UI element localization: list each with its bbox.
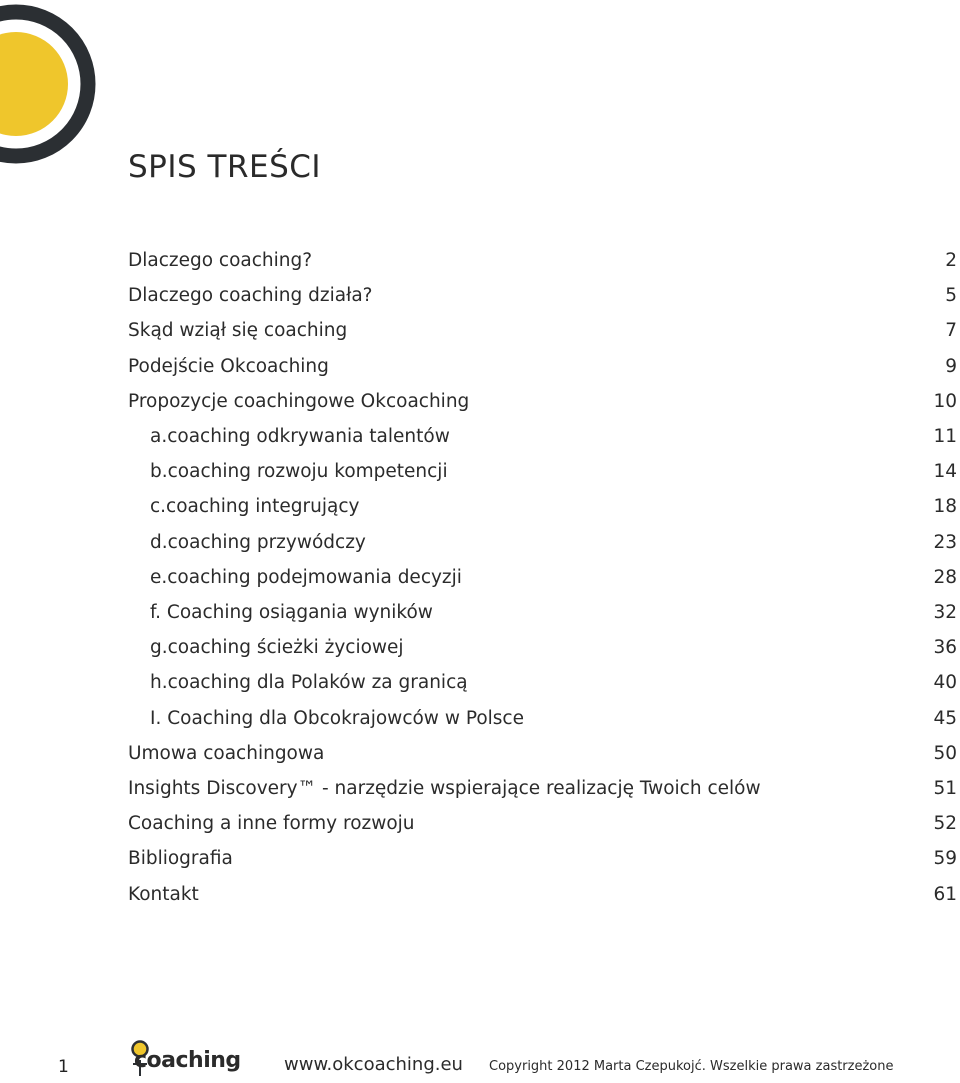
toc-entry[interactable] [150,595,957,630]
footer-logo-wordmark: coaching [134,1048,241,1073]
toc-entry-page-number: 51 [933,778,957,799]
toc-entry-title: Kontakt [128,883,199,905]
page-footer [0,1030,960,1083]
footer-copyright: Copyright 2012 Marta Czepukojć. Wszelkie prawa zastrzeżone [489,1059,894,1074]
toc-entry-title: b.coaching rozwoju kompetencji [150,461,448,483]
toc-entry-title: c.coaching integrujący [150,496,360,518]
toc-entry[interactable] [150,630,957,665]
toc-entry-page-number: 10 [933,390,957,412]
toc-entry-page-number: 5 [945,285,957,307]
toc-entry-page-number: 23 [933,531,957,553]
page-title: SPIS TREŚCI [128,148,322,185]
toc-entry[interactable] [128,349,957,384]
toc-entry-title: g.coaching ścieżki życiowej [150,637,404,659]
toc-entry-title: a.coaching odkrywania talentów [150,426,450,447]
toc-entry[interactable] [128,313,957,348]
toc-entry-title: Skąd wziął się coaching [128,320,348,342]
toc-entry-title: Insights Discovery™ - narzędzie wspierające realizację Twoich celów [128,778,761,799]
toc-entry-title: I. Coaching dla Obcokrajowców w Polsce [150,707,524,729]
toc-entry-page-number: 7 [945,320,957,342]
toc-entry-title: Podejście Okcoaching [128,355,329,377]
toc-entry[interactable] [128,806,957,841]
toc-entry-title: Propozycje coachingowe Okcoaching [128,390,470,412]
toc-entry-title: h.coaching dla Polaków za granicą [150,672,468,694]
toc-entry-page-number: 52 [933,813,957,835]
toc-entry[interactable] [128,771,957,806]
toc-entry-page-number: 50 [933,742,957,764]
toc-entry[interactable] [128,736,957,771]
toc-entry-title: Dlaczego coaching działa? [128,285,373,307]
toc-entry[interactable] [128,243,957,278]
toc-entry[interactable] [128,877,957,912]
corner-circle-logo-mark [0,0,100,170]
footer-website-link[interactable]: www.okcoaching.eu [284,1054,463,1075]
toc-entry-page-number: 32 [933,602,957,623]
toc-entry-page-number: 18 [933,496,957,518]
toc-entry[interactable] [150,665,957,700]
toc-entry-title: f. Coaching osiągania wyników [150,602,433,623]
toc-entry[interactable] [150,560,957,595]
toc-entry-title: Umowa coachingowa [128,742,325,764]
toc-entry-title: d.coaching przywódczy [150,531,366,553]
toc-entry[interactable] [150,419,957,454]
toc-entry-page-number: 40 [933,672,957,694]
toc-entry[interactable] [128,384,957,419]
toc-entry-page-number: 14 [933,461,957,483]
toc-entry-title: Bibliografia [128,848,233,870]
toc-entry[interactable] [128,278,957,313]
toc-entry-page-number: 36 [933,637,957,659]
toc-entry-page-number: 59 [933,848,957,870]
toc-entry-page-number: 2 [945,250,957,271]
toc-entry-page-number: 28 [933,566,957,588]
toc-entry-page-number: 45 [933,707,957,729]
footer-page-number: 1 [58,1057,69,1077]
toc-entry-page-number: 11 [933,426,957,447]
toc-entry-title: e.coaching podejmowania decyzji [150,566,462,588]
toc-entry-title: Coaching a inne formy rozwoju [128,813,415,835]
toc-entry[interactable] [150,489,957,524]
toc-entry-page-number: 61 [933,883,957,905]
toc-entry[interactable] [150,525,957,560]
toc-entry-title: Dlaczego coaching? [128,250,313,271]
toc-entry[interactable] [128,841,957,876]
toc-entry[interactable] [150,701,957,736]
toc-entry-page-number: 9 [945,355,957,377]
toc-entry[interactable] [150,454,957,489]
